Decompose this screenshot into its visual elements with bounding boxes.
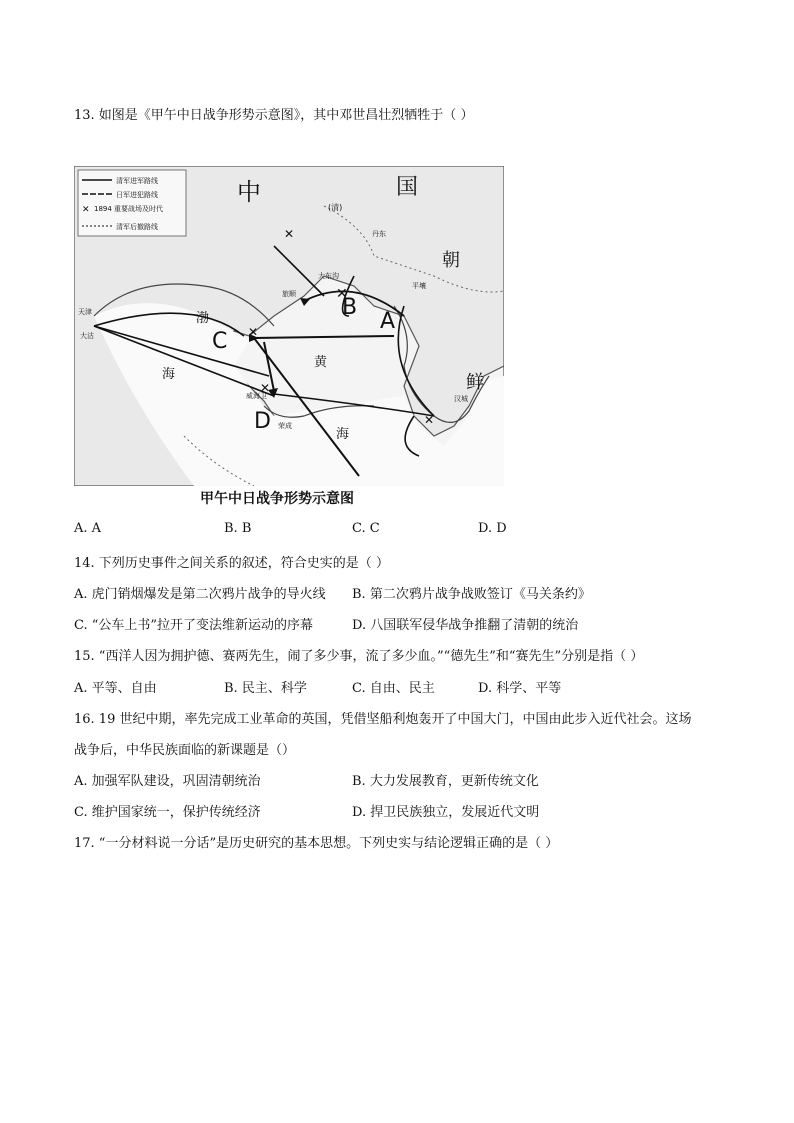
place-label-dagu: 大沽 [80,332,94,340]
q16-option-c[interactable]: C. 维护国家统一，保护传统经济 [74,805,261,820]
war-map [74,166,504,486]
q15-option-a[interactable]: A. 平等、自由 [74,681,157,696]
q17-stem: 17. “一分材料说一分话”是历史研究的基本思想。下列史实与结论逻辑正确的是（ ） [74,836,559,851]
q13-stem: 13. 如图是《甲午中日战争形势示意图》，其中邓世昌壮烈牺牲于（ ） [74,108,474,123]
place-label-dandong: 丹东 [372,230,386,238]
q13-option-c[interactable]: C. C [352,521,380,536]
q16-stem-line-2: 战争后，中华民族面临的新课题是（） [74,743,296,758]
q14-option-c[interactable]: C. “公车上书”拉开了变法维新运动的序幕 [74,618,314,633]
region-label-hai-1: 海 [162,367,176,382]
place-label-tianjin: 天津 [78,308,92,316]
q14-option-b[interactable]: B. 第二次鸦片战争战败签订《马关条约》 [352,587,591,602]
battle-cross-icon-f: ✕ [284,227,295,241]
q15-option-c[interactable]: C. 自由、民主 [352,681,435,696]
q16-stem-line-1: 16. 19 世纪中期，率先完成工业革命的英国，凭借坚船利炮轰开了中国大门，中国由此步入近代社会。这场 [74,712,692,727]
q14-option-d[interactable]: D. 八国联军侵华战争推翻了清朝的统治 [352,618,579,633]
place-label-dadonggou: 大东沟 [318,272,339,280]
place-label-rongcheng: 荣成 [278,422,292,430]
place-label-weihaiwei: 威海卫 [246,392,267,400]
q13-option-a[interactable]: A. A [74,521,102,536]
war-map-svg [74,166,504,486]
region-label-xian: 鲜 [466,372,484,393]
region-label-chao: 朝 [442,250,460,271]
marker-b: B [342,295,358,320]
battle-cross-icon-e: ✕ [424,413,435,427]
region-label-zhong: 中 [237,178,261,206]
q13-option-d[interactable]: D. D [478,521,507,536]
q14-option-a[interactable]: A. 虎门销烟爆发是第二次鸦片战争的导火线 [74,587,326,602]
q15-option-d[interactable]: D. 科学、平等 [478,681,562,696]
q15-stem: 15. “西洋人因为拥护德、赛两先生，闹了多少事，流了多少血。”“德先生”和“赛先生”分别是指（ ） [74,649,644,664]
place-label-hancheng: 汉城 [454,395,468,403]
legend-text-1: 清军进军路线 [116,177,158,185]
q16-option-a[interactable]: A. 加强军队建设，巩固清朝统治 [74,774,261,789]
battle-cross-icon-b: ✕ [336,286,348,302]
legend-text-3: 1894 重要战场及时代 [94,205,164,213]
q15-option-b[interactable]: B. 民主、科学 [224,681,307,696]
q16-option-d[interactable]: D. 捍卫民族独立，发展近代文明 [352,805,540,820]
region-label-huang: 黄 [314,355,328,370]
place-label-qing: (清) [328,203,343,212]
map-caption: 甲午中日战争形势示意图 [200,491,354,507]
battle-cross-icon-c: ✕ [248,325,259,339]
region-label-bo: 渤 [196,311,210,326]
battle-cross-icon-d: ✕ [260,381,271,395]
legend-text-4: 清军后撤路线 [116,223,158,231]
q13-option-b[interactable]: B. B [224,521,252,536]
region-label-guo: 国 [396,175,419,200]
place-label-lvshun: 旅顺 [282,290,296,298]
marker-a: A [380,309,396,334]
battle-cross-icon: ✕ [82,205,90,215]
q14-stem: 14. 下列历史事件之间关系的叙述，符合史实的是（ ） [74,556,389,571]
q16-option-b[interactable]: B. 大力发展教育，更新传统文化 [352,774,539,789]
marker-c: C [212,329,228,354]
legend-text-2: 日军进犯路线 [116,191,158,199]
region-label-hai-2: 海 [336,427,350,442]
marker-d: D [254,409,271,434]
place-label-pingrang: 平壤 [412,282,426,290]
